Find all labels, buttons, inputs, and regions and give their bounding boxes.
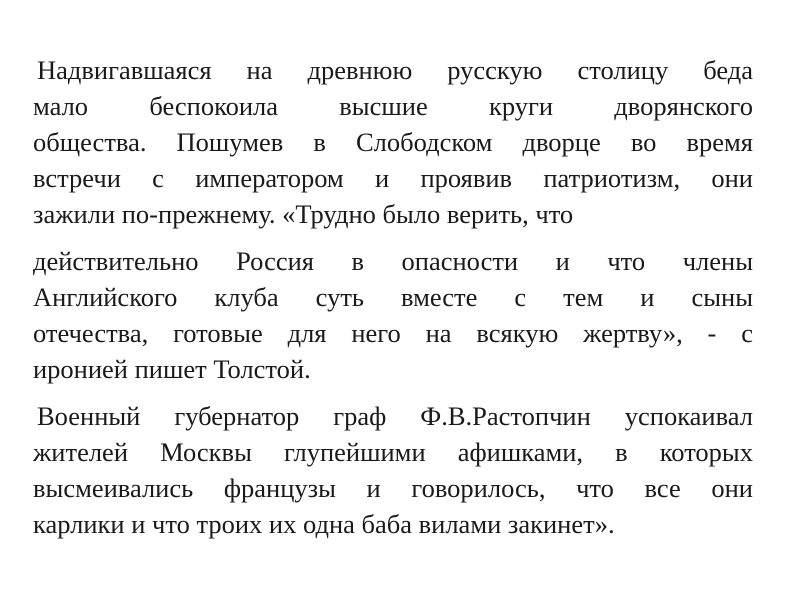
paragraph-line: жителей Москвы глупейшими афишками, в которых	[33, 437, 753, 467]
paragraph-line: зажили по-прежнему. «Трудно было верить, что	[33, 199, 574, 229]
paragraph-line: общества. Пошумев в Слободском дворце во время	[33, 127, 753, 157]
paragraph-3	[33, 398, 753, 542]
paragraph-line: Надвигавшаяся на древнюю русскую столицу беда	[37, 55, 753, 85]
paragraph-2	[33, 243, 753, 387]
paragraph-1	[33, 52, 753, 232]
paragraph-line: отечества, готовые для него на всякую жертву», - с	[33, 318, 753, 348]
paragraph-line: карлики и что троих их одна баба вилами закинет».	[33, 509, 615, 539]
paragraph-line: иронией пишет Толстой.	[33, 354, 311, 384]
body-text	[33, 52, 753, 542]
paragraph-line: высмеивались французы и говорилось, что все они	[33, 473, 753, 503]
paragraph-line: Военный губернатор граф Ф.В.Растопчин успокаивал	[37, 401, 753, 431]
paragraph-line: действительно Россия в опасности и что члены	[33, 246, 753, 276]
paragraph-line: встречи с императором и проявив патриотизм, они	[33, 163, 753, 193]
paragraph-spacer	[33, 387, 753, 398]
paragraph-line: Английского клуба суть вместе с тем и сыны	[33, 282, 753, 312]
paragraph-line: мало беспокоила высшие круги дворянского	[33, 91, 753, 121]
paragraph-spacer	[33, 232, 753, 243]
